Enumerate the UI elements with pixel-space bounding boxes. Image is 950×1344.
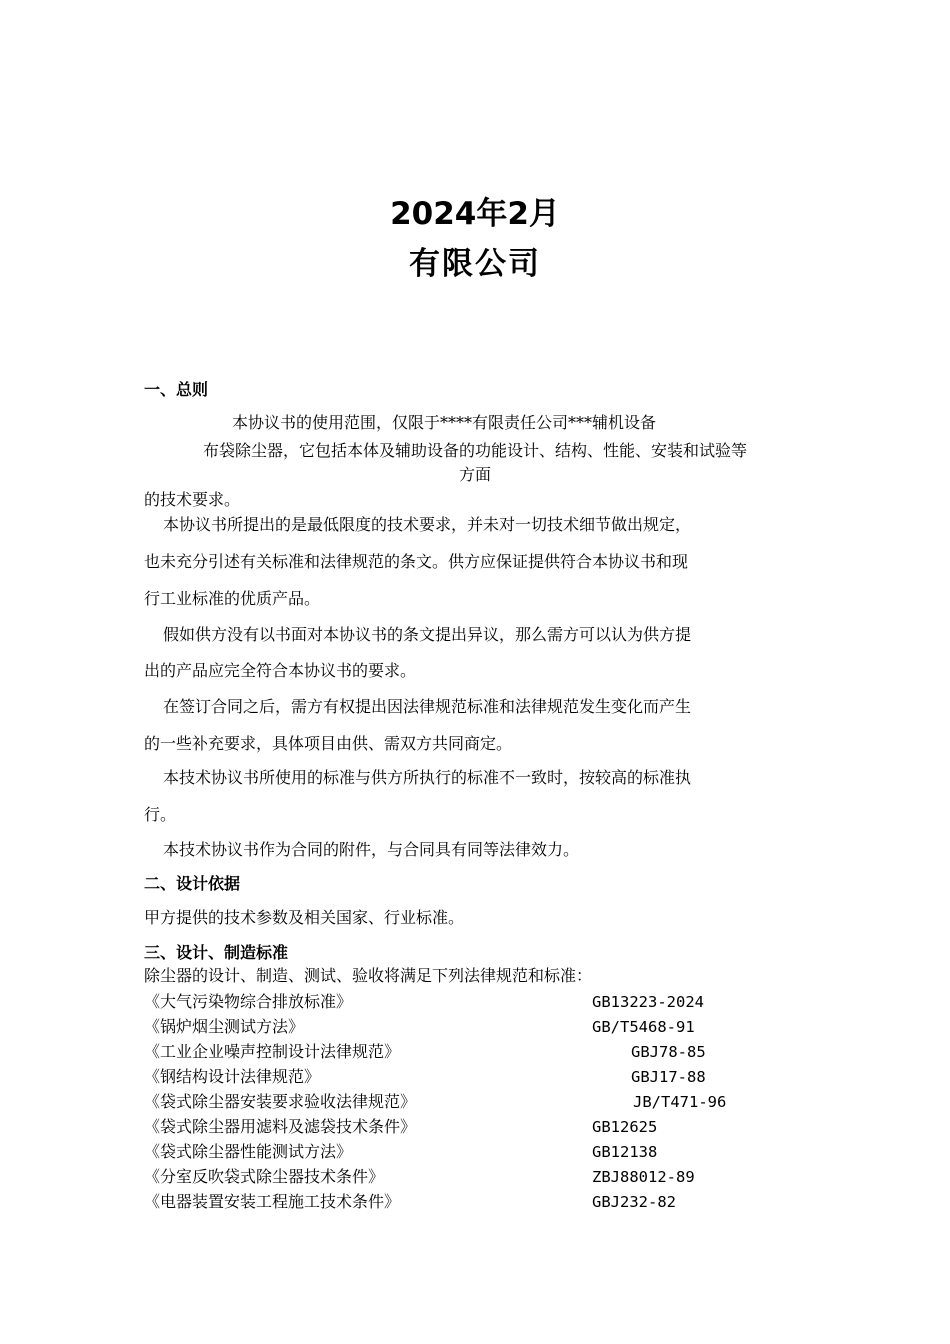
document-date: 2024年2月 — [390, 196, 560, 232]
standard-code: GBJ232-82 — [592, 1193, 676, 1211]
standard-name: 《袋式除尘器性能测试方法》 — [144, 1142, 353, 1161]
paragraph-standards-priority-line: 行。 — [144, 805, 177, 824]
paragraph-contract-changes-line: 的一些补充要求，具体项目由供、需双方共同商定。 — [144, 734, 513, 753]
standard-code: GB12138 — [592, 1143, 658, 1161]
section-heading-design-basis: 二、设计依据 — [144, 874, 241, 893]
section-heading-standards: 三、设计、制造标准 — [144, 943, 289, 962]
standard-code: ZBJ88012-89 — [592, 1168, 695, 1186]
section-heading-general: 一、总则 — [144, 380, 209, 399]
standard-row — [144, 1090, 806, 1114]
standard-code: GBJ78-85 — [631, 1043, 706, 1061]
standard-row — [144, 1165, 806, 1189]
paragraph-objection-line: 出的产品应完全符合本协议书的要求。 — [144, 661, 417, 680]
paragraph-scope-line: 本协议书的使用范围，仅限于****有限责任公司***辅机设备 — [232, 413, 657, 432]
standard-code: JB/T471-96 — [633, 1093, 727, 1111]
standard-row — [144, 990, 806, 1014]
standard-name: 《工业企业噪声控制设计法律规范》 — [144, 1042, 401, 1061]
standard-name: 《袋式除尘器用滤料及滤袋技术条件》 — [144, 1117, 417, 1136]
paragraph-design-basis: 甲方提供的技术参数及相关国家、行业标准。 — [144, 908, 465, 927]
standard-name: 《分室反吹袋式除尘器技术条件》 — [144, 1167, 385, 1186]
standard-name: 《大气污染物综合排放标准》 — [144, 992, 353, 1011]
standard-name: 《电器装置安装工程施工技术条件》 — [144, 1192, 401, 1211]
standard-row — [144, 1115, 806, 1139]
paragraph-scope-line: 方面 — [458, 465, 491, 484]
standard-row — [144, 1190, 806, 1214]
company-name: 有限公司 — [409, 246, 541, 282]
paragraph-objection-line: 假如供方没有以书面对本协议书的条文提出异议，那么需方可以认为供方提 — [163, 625, 692, 644]
standard-row — [144, 1015, 806, 1039]
paragraph-minimum-requirements-line: 本协议书所提出的是最低限度的技术要求，并未对一切技术细节做出规定， — [163, 515, 692, 534]
standard-code: GB/T5468-91 — [592, 1018, 695, 1036]
paragraph-standards-priority-line: 本技术协议书所使用的标准与供方所执行的标准不一致时，按较高的标准执 — [163, 768, 692, 787]
standard-code: GB12625 — [592, 1118, 658, 1136]
standard-code: GB13223-2024 — [592, 993, 704, 1011]
paragraph-contract-changes-line: 在签订合同之后，需方有权提出因法律规范标准和法律规范发生变化而产生 — [163, 697, 692, 716]
paragraph-legal-effect-line: 本技术协议书作为合同的附件，与合同具有同等法律效力。 — [163, 840, 580, 859]
paragraph-scope-line: 的技术要求。 — [144, 490, 241, 509]
standard-name: 《钢结构设计法律规范》 — [144, 1067, 321, 1086]
paragraph-minimum-requirements-line: 也未充分引述有关标准和法律规范的条文。供方应保证提供符合本协议书和现 — [144, 552, 689, 571]
standard-name: 《袋式除尘器安装要求验收法律规范》 — [144, 1092, 417, 1111]
standard-name: 《锅炉烟尘测试方法》 — [144, 1017, 305, 1036]
paragraph-scope-line: 布袋除尘器，它包括本体及辅助设备的功能设计、结构、性能、安装和试验等 — [202, 441, 747, 460]
paragraph-minimum-requirements-line: 行工业标准的优质产品。 — [144, 589, 321, 608]
standard-row — [144, 1140, 806, 1164]
standard-row — [144, 1040, 806, 1064]
standard-row — [144, 1065, 806, 1089]
standard-code: GBJ17-88 — [631, 1068, 706, 1086]
paragraph-standards-intro: 除尘器的设计、制造、测试、验收将满足下列法律规范和标准： — [144, 966, 593, 985]
